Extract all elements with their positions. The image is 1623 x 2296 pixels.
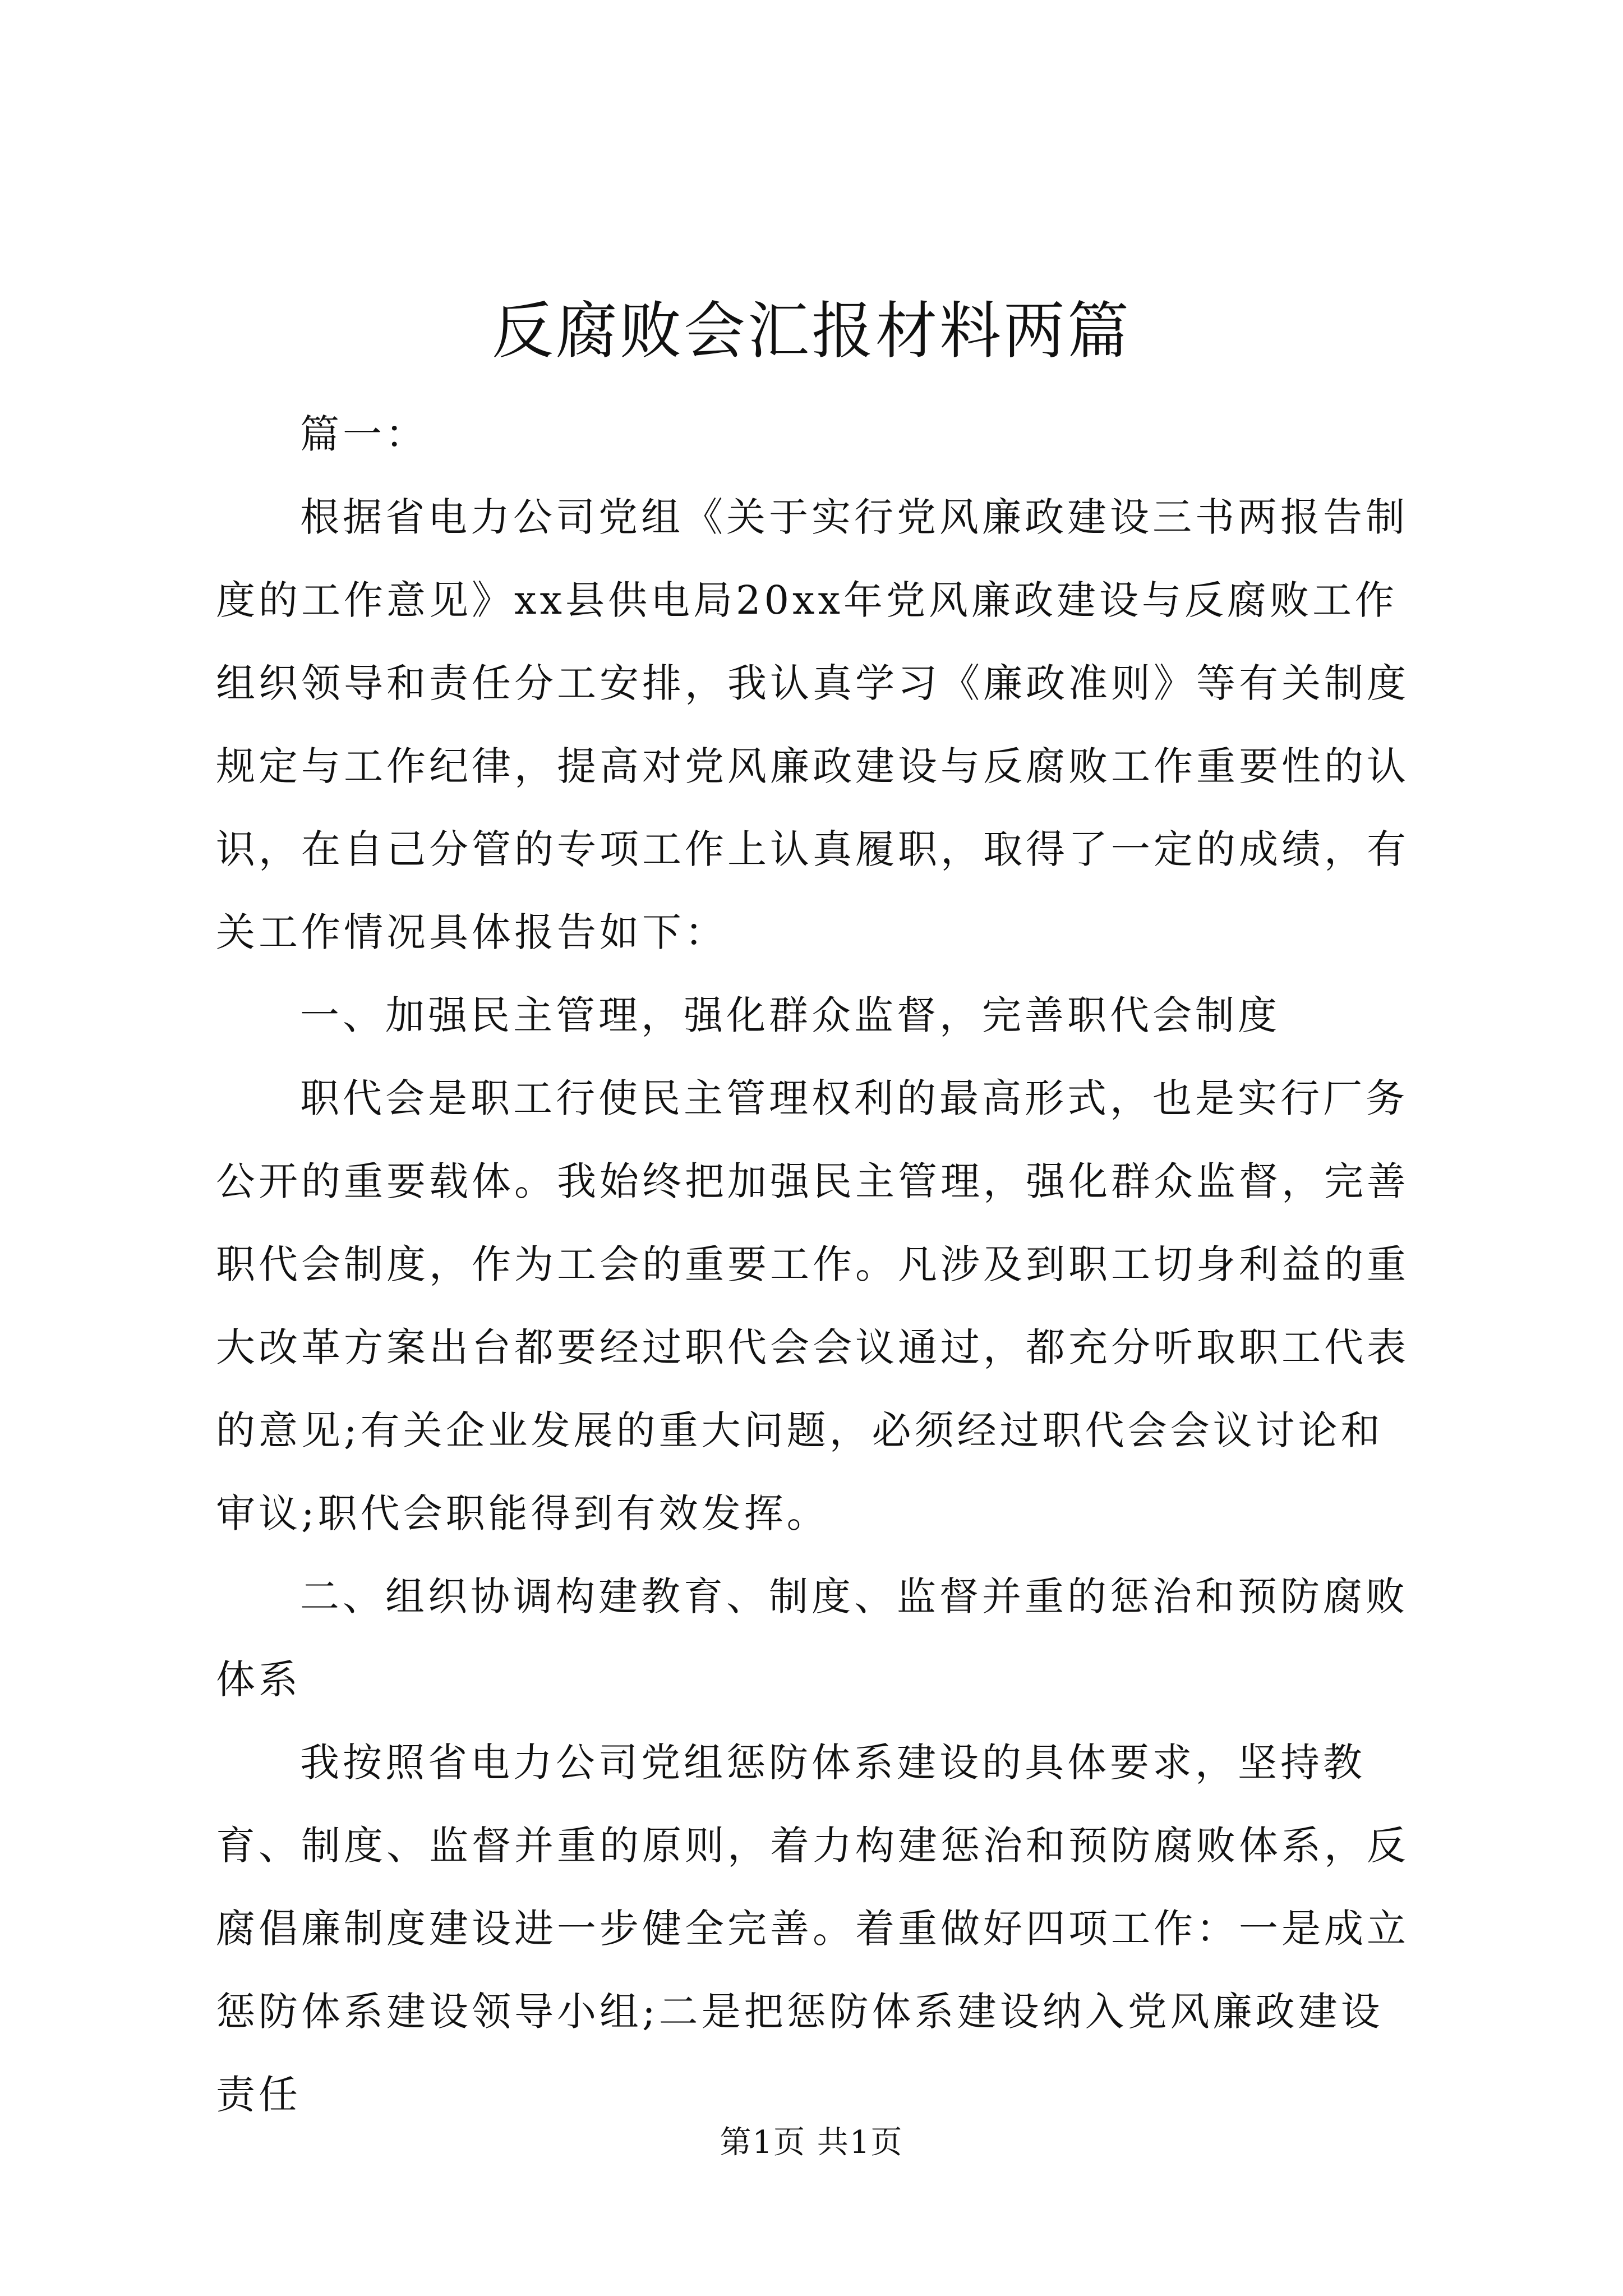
paragraph-one: 职代会是职工行使民主管理权利的最高形式，也是实行厂务公开的重要载体。我始终把加强民主管理，强化群众监督，完善职代会制度，作为工会的重要工作。凡涉及到职工切身利益的重大改革方案出台都要经过职代会会议通过，都充分听取职工代表的意见;有关企业发展的重大问题，必须经过职代会会议讨论和审议;职代会职能得到有效发挥。 xyxy=(216,1075,1409,1536)
intro-paragraph: 根据省电力公司党组《关于实行党风廉政建设三书两报告制度的工作意见》xx县供电局20xx年党风廉政建设与反腐败工作组织领导和责任分工安排，我认真学习《廉政准则》等有关制度规定与工作纪律，提高对党风廉政建设与反腐败工作重要性的认识，在自己分管的专项工作上认真履职，取得了一定的成绩，有关工作情况具体报告如下： xyxy=(216,494,1409,955)
paragraph-two: 我按照省电力公司党组惩防体系建设的具体要求，坚持教育、制度、监督并重的原则，着力构建惩治和预防腐败体系，反腐倡廉制度建设进一步健全完善。着重做好四项工作：一是成立惩防体系建设领导小组;二是把惩防体系建设纳入党风廉政建设责任 xyxy=(216,1740,1409,2118)
document-title: 反腐败会汇报材料两篇 xyxy=(492,295,1131,367)
heading-one: 一、加强民主管理，强化群众监督，完善职代会制度 xyxy=(300,992,1280,1038)
heading-two: 二、组织协调构建教育、制度、监督并重的惩治和预防腐败体系 xyxy=(216,1573,1408,1703)
document-body xyxy=(216,393,1422,2136)
page-footer: 第1页 共1页 xyxy=(720,2124,903,2161)
section-label-part-one: 篇一： xyxy=(300,411,428,457)
